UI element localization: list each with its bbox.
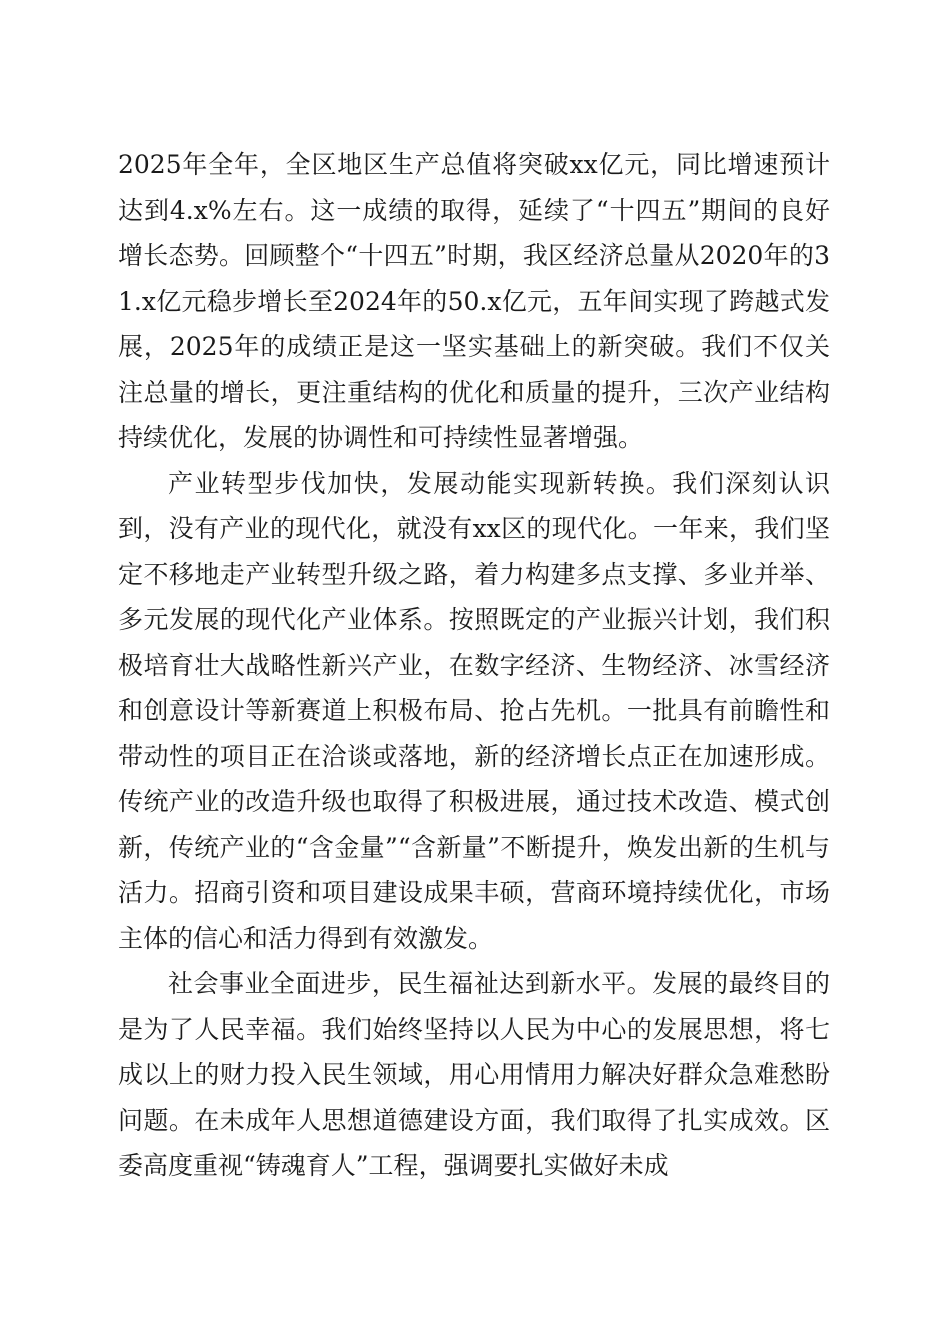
document-body <box>118 142 830 1189</box>
paragraph-economic-growth: 2025年全年，全区地区生产总值将突破xx亿元，同比增速预计达到4.x%左右。这一成绩的取得，延续了“十四五”期间的良好增长态势。回顾整个“十四五”时期，我区经济总量从2020年的31.x亿元稳步增长至2024年的50.x亿元，五年间实现了跨越式发展，2025年的成绩正是这一坚实基础上的新突破。我们不仅关注总量的增长，更注重结构的优化和质量的提升，三次产业结构持续优化，发展的协调性和可持续性显著增强。 <box>118 150 830 452</box>
paragraph-social-progress: 社会事业全面进步，民生福祉达到新水平。发展的最终目的是为了人民幸福。我们始终坚持以人民为中心的发展思想，将七成以上的财力投入民生领域，用心用情用力解决好群众急难愁盼问题。在未成年人思想道德建设方面，我们取得了扎实成效。区委高度重视“铸魂育人”工程，强调要扎实做好未成 <box>118 969 830 1180</box>
paragraph-industrial-transformation: 产业转型步伐加快，发展动能实现新转换。我们深刻认识到，没有产业的现代化，就没有xx区的现代化。一年来，我们坚定不移地走产业转型升级之路，着力构建多点支撑、多业并举、多元发展的现代化产业体系。按照既定的产业振兴计划，我们积极培育壮大战略性新兴产业，在数字经济、生物经济、冰雪经济和创意设计等新赛道上积极布局、抢占先机。一批具有前瞻性和带动性的项目正在洽谈或落地，新的经济增长点正在加速形成。传统产业的改造升级也取得了积极进展，通过技术改造、模式创新，传统产业的“含金量”“含新量”不断提升，焕发出新的生机与活力。招商引资和项目建设成果丰硕，营商环境持续优化，市场主体的信心和活力得到有效激发。 <box>118 468 830 953</box>
